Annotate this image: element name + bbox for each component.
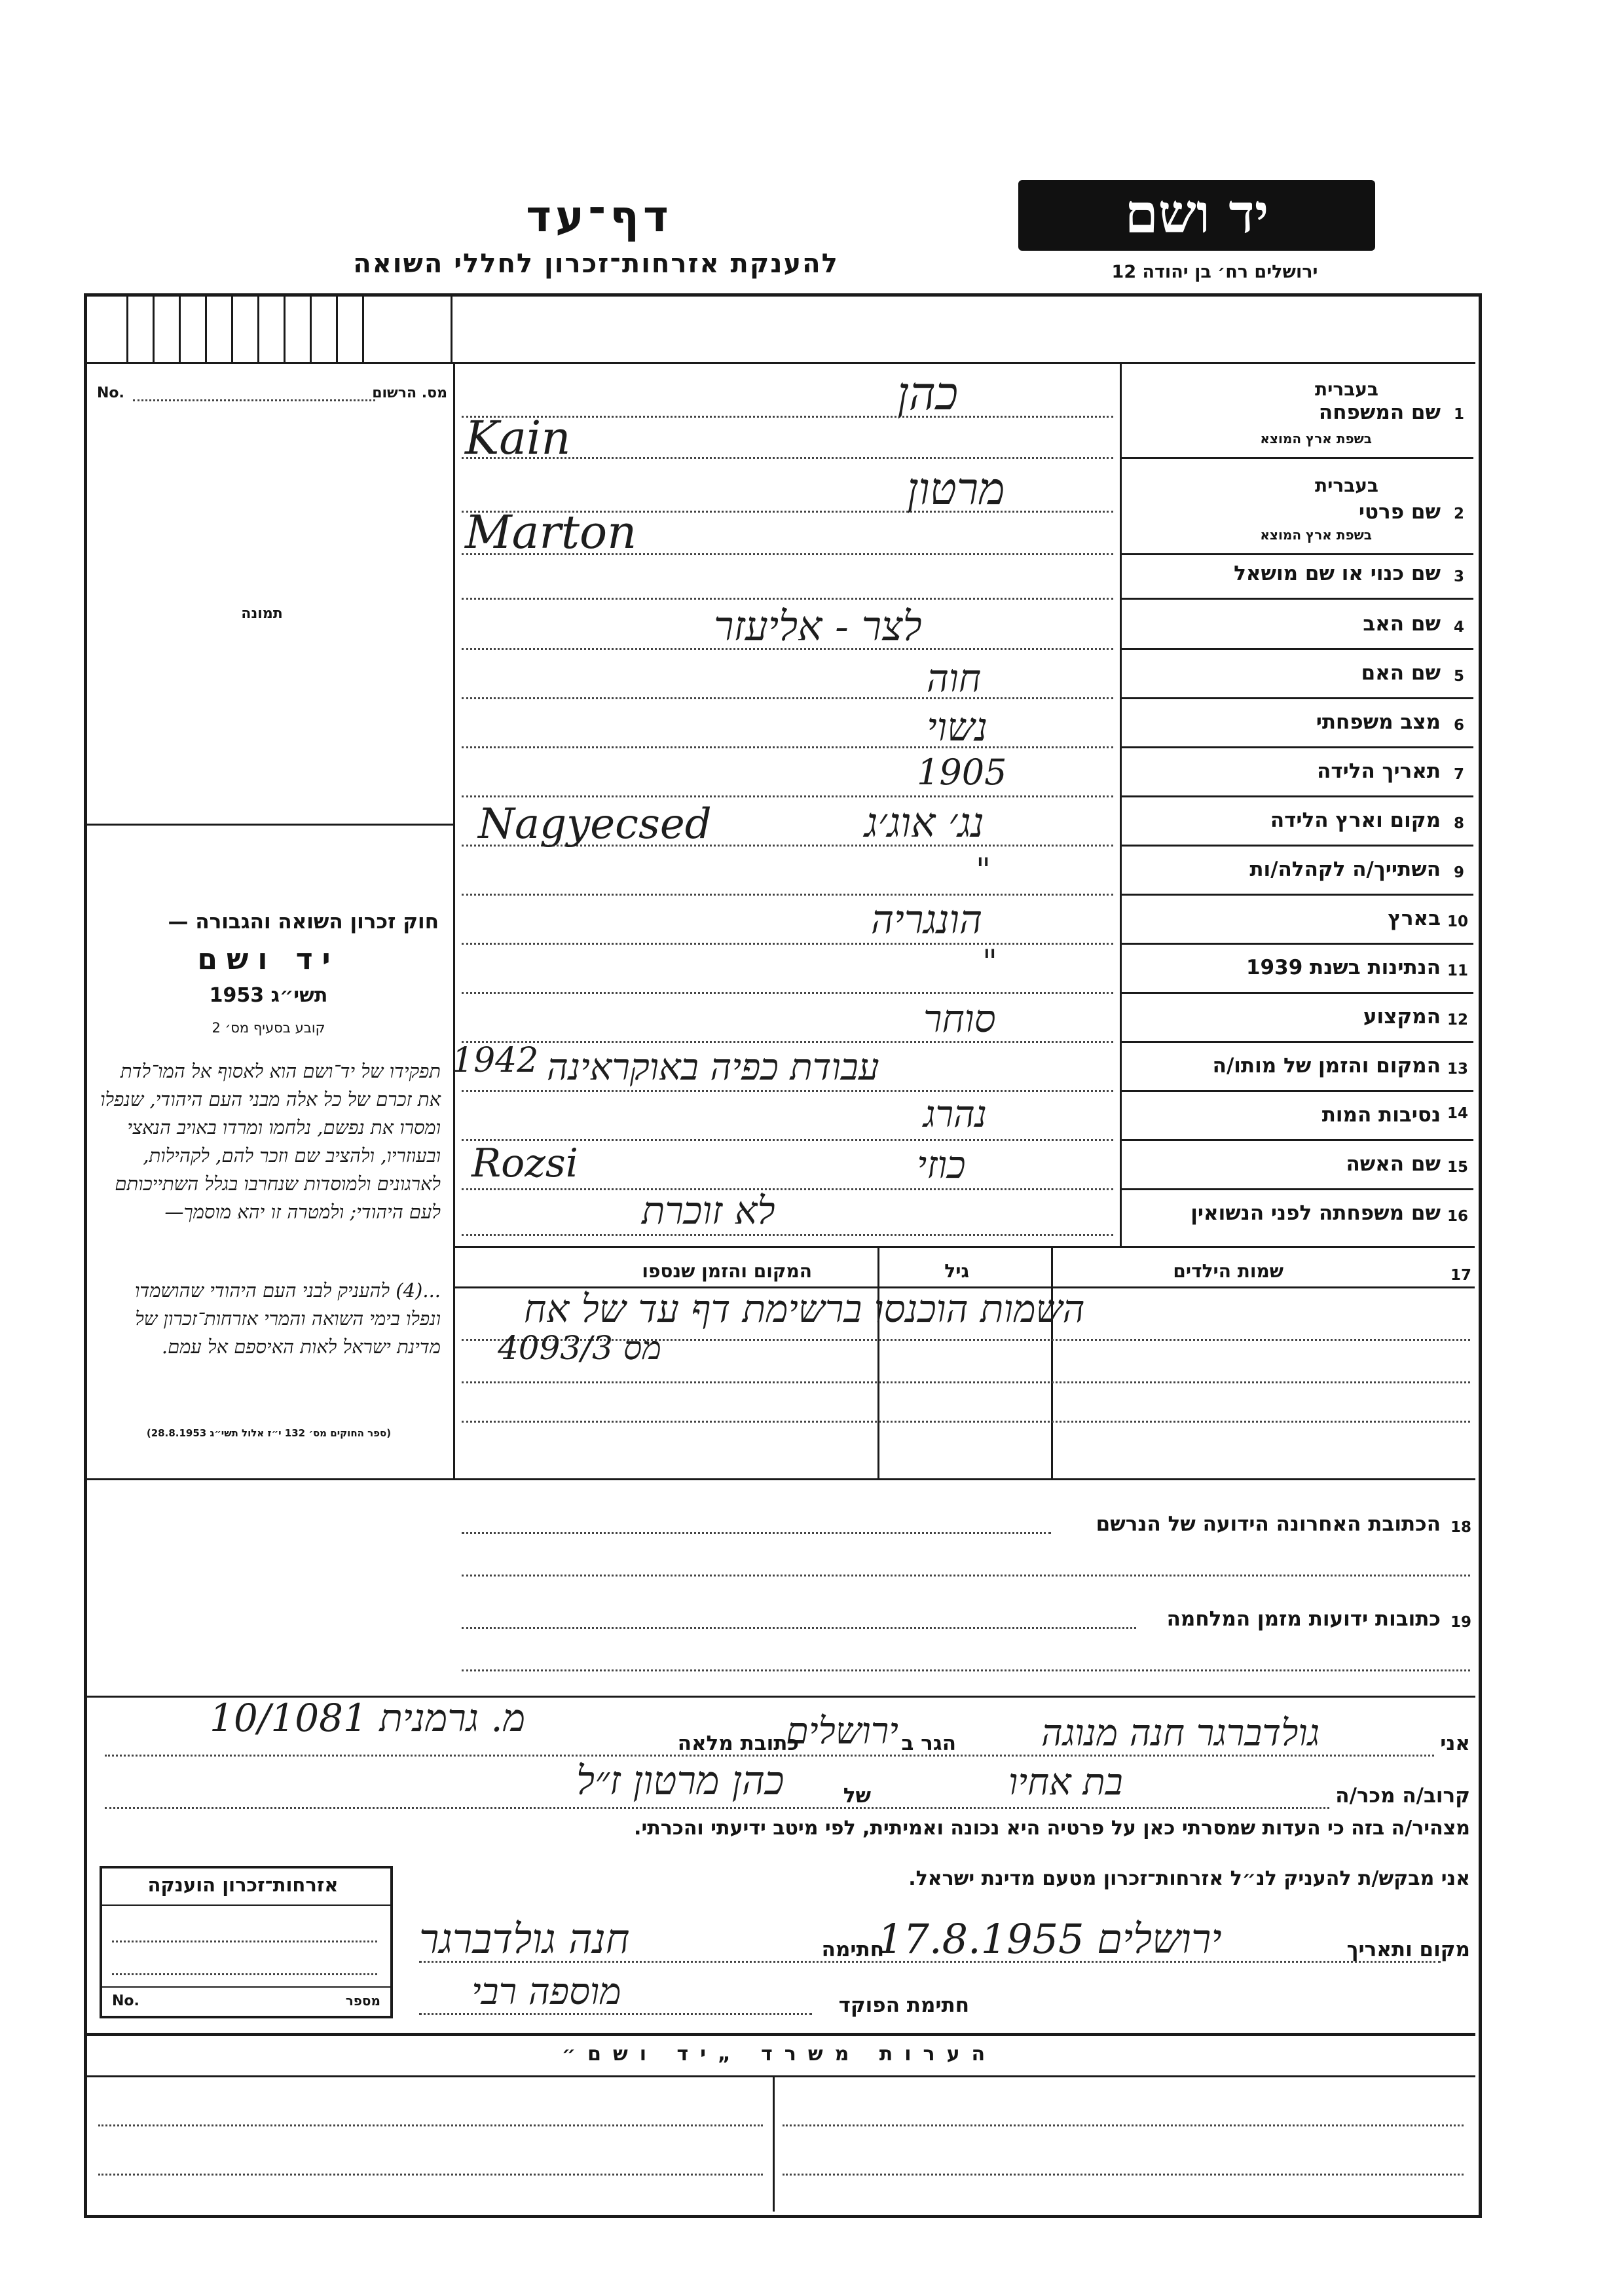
law-text-2: ...(4) להעניק לבני העם היהודי שהושמדו ונפלו בימי השואה והמרי אזרחות־זכרון של מדינת ישראל לאות האיספם אל עמם. bbox=[134, 1279, 441, 1358]
children-row-2: מס 4093/3 bbox=[498, 1329, 661, 1367]
decl-place-date-label: מקום ותאריך bbox=[1346, 1938, 1470, 1961]
children-col-age: גיל bbox=[944, 1260, 969, 1282]
field-value-6: נשוי bbox=[927, 704, 988, 750]
children-col-place: המקום והזמן שנספו bbox=[642, 1260, 812, 1282]
field-value-origin-1: Kain bbox=[465, 411, 571, 465]
decl-city: ירושלים bbox=[786, 1710, 898, 1753]
field-value-origin-2: Marton bbox=[465, 505, 637, 559]
field-value-5: חוה bbox=[927, 656, 982, 701]
decl-officer-label: חתימת הפוקד bbox=[838, 1994, 969, 2017]
form-title: דף־עד bbox=[526, 191, 673, 242]
law-section: קובע בסעיף מס׳ 2 bbox=[212, 1020, 325, 1036]
decl-prefix: אני bbox=[1440, 1732, 1470, 1755]
logo-address: ירושלים רח׳ בן יהודה 12 bbox=[1111, 262, 1318, 282]
field-num-8: 8 bbox=[1454, 815, 1465, 832]
field-num-5: 5 bbox=[1454, 668, 1465, 685]
field-num-3: 3 bbox=[1454, 568, 1465, 585]
field-label-9: השתייך/ה לקהלה/ות bbox=[1249, 858, 1441, 881]
decl-request: אני מבקש/ת להעניק לנ״ל אזרחות־זכרון מטעם מדינת ישראל. bbox=[908, 1867, 1470, 1890]
decl-full-address-label: כתובת מלאה bbox=[677, 1732, 799, 1755]
law-reference: (ספר החוקים מס׳ 132 י״ז אלול תשי״ג 28.8.1953) bbox=[146, 1427, 392, 1439]
logo-text: יד ושם bbox=[1124, 183, 1269, 246]
field-num-12: 12 bbox=[1447, 1011, 1469, 1029]
field-num-13: 13 bbox=[1447, 1061, 1469, 1078]
field-label-16: שם משפחתה לפני הנשואין bbox=[1190, 1201, 1441, 1225]
field-sub-origin-2: בשפת ארץ המוצא bbox=[1260, 527, 1372, 543]
field-label-2: שם פרטי bbox=[1358, 500, 1441, 524]
field-label-4: שם האב bbox=[1363, 612, 1441, 636]
field-label-12: המקצוע bbox=[1363, 1005, 1441, 1029]
form-subtitle: להענקת אזרחות־זכרון לחללי השואה bbox=[353, 249, 839, 279]
decl-statement: מצהיר/ה בזה כי העדות שמסרתי כאן על פרטיה היא נכונה ואמיתית, לפי מיטב ידיעתי והכרתי. bbox=[634, 1817, 1470, 1840]
field-label-13: המקום והזמן של מותו/ה bbox=[1212, 1054, 1441, 1078]
decl-of-name: כהן מרטון ז״ל bbox=[576, 1758, 784, 1804]
field-sub-hebrew-1: בעברית bbox=[1314, 378, 1378, 400]
field-label-5: שם האם bbox=[1361, 661, 1441, 685]
field-value-4: לצר - אליעזר bbox=[714, 602, 922, 650]
field-label-15: שם האשה bbox=[1346, 1152, 1441, 1176]
decl-signature-label: חתימה bbox=[821, 1938, 884, 1961]
decl-relation: בת אחיו bbox=[1008, 1761, 1123, 1804]
children-row-1: השמות הוכנסו ברשימת דף עד של אח bbox=[524, 1286, 1085, 1331]
code-boxes bbox=[87, 297, 454, 362]
children-col-names: שמות הילדים bbox=[1173, 1260, 1283, 1282]
decl-officer-signature: מוספה רבי bbox=[471, 1971, 621, 2013]
field-label-7: תאריך הלידה bbox=[1317, 759, 1441, 783]
war-addresses-label: כתובות ידועות מזמן המלחמה bbox=[1166, 1607, 1441, 1631]
award-number-label: מספר bbox=[345, 1993, 380, 2009]
decl-declarant: גולדברגר חנה מנוגה bbox=[1041, 1712, 1320, 1755]
field-value-16: לא זוכרת bbox=[642, 1188, 775, 1233]
decl-of-label: של bbox=[843, 1784, 871, 1808]
award-box bbox=[100, 1866, 393, 2018]
award-no-label: No. bbox=[112, 1993, 139, 2009]
decl-signature: חנה גולדברגר bbox=[419, 1915, 630, 1963]
field-value-year-13: 1942 bbox=[452, 1041, 539, 1080]
field-value-7: 1905 bbox=[917, 752, 1007, 793]
last-address-num: 18 bbox=[1450, 1519, 1472, 1536]
field-value-8: נג׳ אוג׳ג bbox=[864, 799, 984, 847]
field-num-4: 4 bbox=[1454, 619, 1465, 636]
field-num-2: 2 bbox=[1454, 505, 1465, 522]
field-value-hebrew-1: כהן bbox=[897, 367, 959, 420]
decl-place-date: ירושלים 17.8.1955 bbox=[877, 1915, 1222, 1963]
field-value-hebrew-2: מרטון bbox=[907, 464, 1005, 515]
field-num-6: 6 bbox=[1454, 717, 1465, 734]
field-label-10: בארץ bbox=[1388, 907, 1441, 930]
field-value-11: " bbox=[982, 943, 997, 981]
field-value-12: סוחר bbox=[923, 996, 996, 1041]
field-label-6: מצב משפחתי bbox=[1316, 710, 1441, 734]
law-title: חוק זכרון השואה והגבורה — bbox=[168, 910, 439, 934]
field-num-10: 10 bbox=[1447, 913, 1469, 930]
field-value-13: עבודת כפיה באוקראינה bbox=[547, 1046, 879, 1089]
field-value-latin-15: Rozsi bbox=[471, 1140, 578, 1186]
law-name: יד ושם bbox=[197, 943, 340, 976]
last-address-label: הכתובת האחרונה הידועה של הנרשם bbox=[1096, 1512, 1441, 1536]
field-value-14: נהרג bbox=[923, 1093, 987, 1136]
field-num-9: 9 bbox=[1454, 864, 1465, 881]
photo-label: תמונה bbox=[241, 606, 283, 622]
field-num-16: 16 bbox=[1447, 1208, 1469, 1225]
field-label-11: הנתינות בשנת 1939 bbox=[1246, 956, 1441, 979]
field-num-15: 15 bbox=[1447, 1159, 1469, 1176]
field-sub-hebrew-2: בעברית bbox=[1314, 475, 1378, 496]
field-num-7: 7 bbox=[1454, 766, 1465, 783]
field-sub-origin-1: בשפת ארץ המוצא bbox=[1260, 431, 1372, 446]
children-num: 17 bbox=[1450, 1267, 1472, 1284]
remarks-title: הערות משרד „יד ושם״ bbox=[561, 2043, 997, 2066]
field-num-1: 1 bbox=[1454, 406, 1465, 423]
award-box-title: אזרחות־זכרון הוענקה bbox=[147, 1874, 339, 1896]
field-value-10: הונגריה bbox=[871, 897, 983, 943]
war-addresses-num: 19 bbox=[1450, 1614, 1472, 1631]
decl-full-address: מ. גרמנית 10/1081 bbox=[210, 1696, 526, 1740]
logo bbox=[1018, 180, 1375, 251]
registry-number bbox=[97, 385, 447, 411]
field-num-11: 11 bbox=[1447, 962, 1469, 979]
decl-resides: הגר ב bbox=[901, 1732, 956, 1755]
field-num-14: 14 bbox=[1447, 1105, 1469, 1122]
law-year: תשי״ג 1953 bbox=[209, 984, 328, 1007]
field-value-latin-8: Nagyecsed bbox=[478, 800, 712, 848]
field-label-8: מקום וארץ הלידה bbox=[1270, 809, 1441, 832]
law-text-1: תפקידו של יד־ושם הוא לאסוף אל המו־לדת את זכרם של כל אלה מבני העם היהודי, שנפלו ומסרו את נפשם, נלחמו ומרדו באויב הנאצי ובעוזריו, ולהציב שם וזכר להם, לקהילות, לארגונים ולמוסדות שנחרבו בגלל השתייכותם לעם היהודי; ולמטרה זו יהא מוסמך— bbox=[100, 1060, 441, 1223]
reg-no-label: מס. הרשום bbox=[372, 385, 447, 401]
field-value-15: כוזי bbox=[917, 1142, 966, 1187]
no-label: No. bbox=[97, 385, 124, 401]
field-label-3: שם כנוי או שם מושאל bbox=[1234, 562, 1441, 585]
field-label-14: נסיבות המות bbox=[1321, 1103, 1441, 1127]
field-value-9: " bbox=[976, 851, 991, 889]
decl-relation-label: קרוב/ה מכר/ה bbox=[1335, 1784, 1470, 1808]
field-label-1: שם המשפחה bbox=[1318, 401, 1441, 424]
